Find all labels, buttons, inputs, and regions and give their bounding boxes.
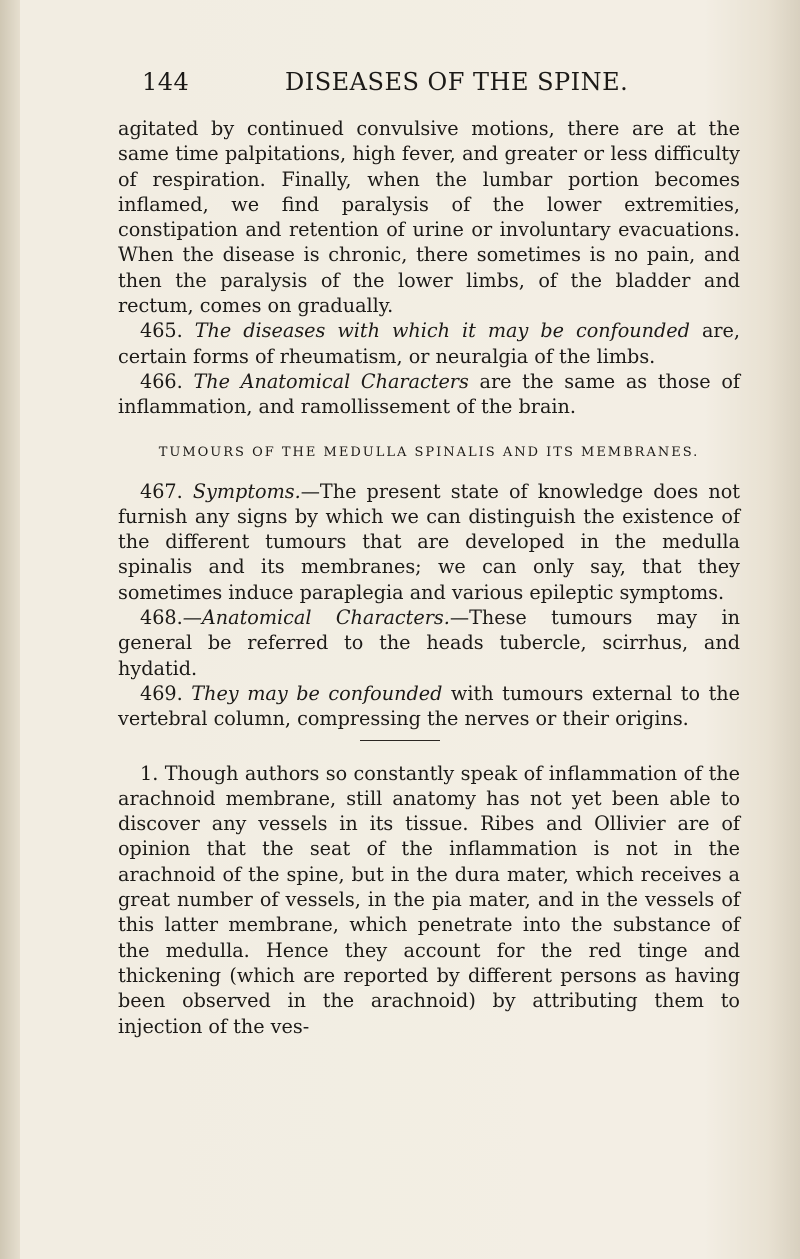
- paragraph-continued: agitated by continued convulsive motions, there are at the same time palpitations, high fever, and greater or less difficulty of respiration. Finally, when the lumbar portion becomes inflamed, we find paralysis of the lower extremities, constipation and retention of urine or involuntary evacuations. When the disease is chronic, there sometimes is no pain, and then the paralysis of the lower limbs, of the bladder and rectum, comes on gradually.: [118, 117, 740, 318]
- running-header: [142, 68, 662, 102]
- paragraph-number: 467.: [140, 479, 183, 503]
- paragraph-466: [118, 369, 740, 420]
- paragraph-text: are the same as those of inflammation, and ramollissement of the brain.: [118, 369, 740, 419]
- paragraph-text: —These tumours may in general be referred to the heads tubercle, scirrhus, and hydatid.: [118, 606, 740, 680]
- paragraph-469: [118, 681, 740, 732]
- running-title: DISEASES OF THE SPINE.: [285, 68, 629, 96]
- paragraph-heading: The Anatomical Characters: [193, 369, 469, 393]
- paragraph-number: 468.: [140, 606, 183, 630]
- paragraph-number: 466.: [140, 369, 183, 393]
- paragraph-text: with tumours external to the vertebral column, compressing the nerves or their origins.: [118, 681, 740, 731]
- paragraph-467: [118, 479, 740, 605]
- section-heading: TUMOURS OF THE MEDULLA SPINALIS AND ITS MEMBRANES.: [158, 444, 700, 460]
- paragraph-heading: —Anatomical Characters.: [182, 606, 450, 630]
- paragraph-heading: Symptoms.: [192, 479, 301, 503]
- footnote: 1. Though authors so constantly speak of inflammation of the arachnoid membrane, still anatomy has not yet been able to discover any vessels in its tissue. Ribes and Ollivier are of opinion that the seat of the inflammation is not in the arachnoid of the spine, but in the dura mater, which receives a great number of vessels, in the pia mater, and in the vessels of this latter membrane, which penetrate into the substance of the medulla. Hence they account for the red tinge and thickening (which are reported by different persons as having been observed in the arachnoid) by attributing them to injection of the ves-: [118, 761, 740, 1038]
- page-number: 144: [142, 68, 190, 96]
- paragraph-text: —The present state of knowledge does not furnish any signs by which we can distinguish the existence of the different tumours that are developed in the medulla spinalis and its membranes; we can only say, that they sometimes induce paraplegia and various epileptic symptoms.: [118, 479, 740, 604]
- paragraph-468: [118, 605, 740, 681]
- paragraph-heading: They may be confounded: [191, 681, 443, 705]
- page-gutter: [0, 0, 20, 1259]
- paragraph-heading: The diseases with which it may be confounded: [194, 319, 690, 343]
- paragraph-number: 465.: [140, 319, 183, 343]
- paragraph-text: are, certain forms of rheumatism, or neuralgia of the limbs.: [118, 319, 741, 368]
- paragraph-number: 469.: [140, 681, 183, 705]
- footnote-rule: [360, 740, 440, 741]
- page-body: [118, 116, 740, 1039]
- paragraph-465: [118, 318, 740, 369]
